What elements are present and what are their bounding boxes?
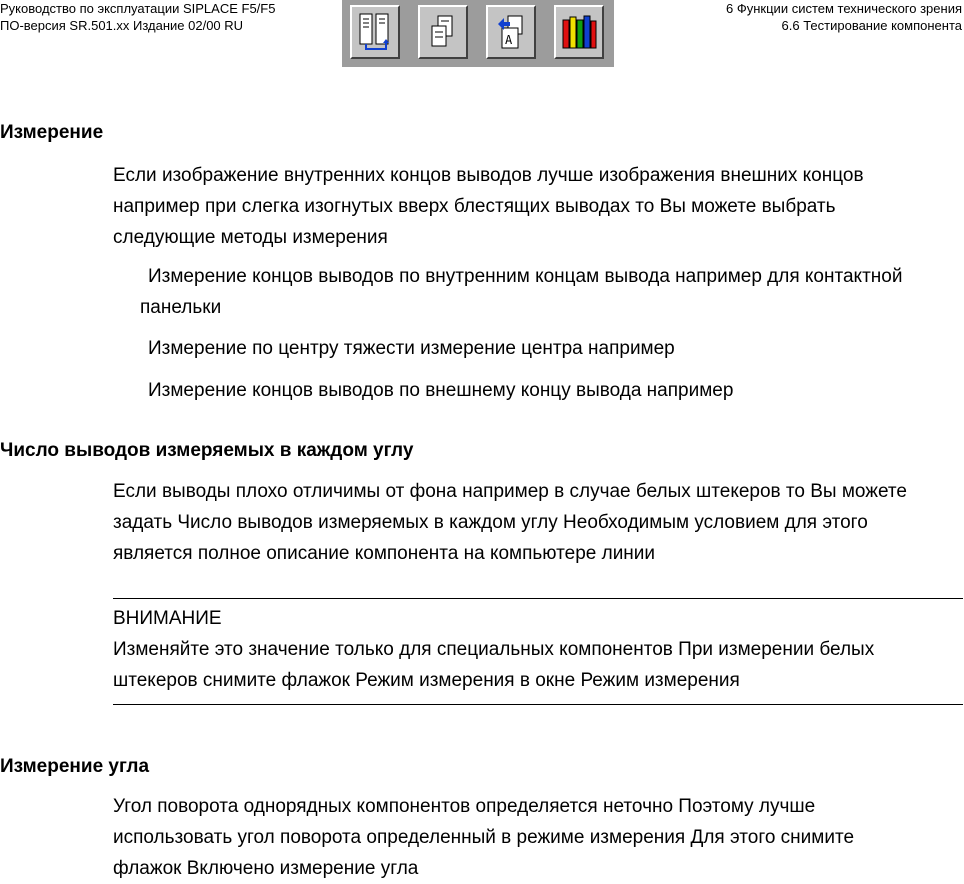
contents-icon	[358, 12, 392, 52]
library-books-icon	[560, 12, 598, 52]
section-title: 6.6 Тестирование компонента	[781, 18, 962, 33]
leads-paragraph	[113, 476, 963, 569]
list-item-center-of-gravity	[148, 333, 963, 364]
text-line: Если выводы плохо отличимы от фона например в случае белых штекеров то Вы можете	[113, 481, 907, 502]
text-line: использовать угол поворота определенный в режиме измерения Для этого снимите	[113, 827, 855, 848]
text-line: задать Число выводов измеряемых в каждом углу Необходимым условием для этого	[113, 512, 868, 533]
text-line: Угол поворота однорядных компонентов определяется неточно Поэтому лучше	[113, 796, 816, 817]
text-line: является полное описание компонента на компьютере линии	[113, 543, 656, 564]
text-line: например при слегка изогнутых вверх блестящих выводах то Вы можете выбрать	[113, 196, 836, 217]
text-line: Изменяйте это значение только для специальных компонентов При измерении белых	[113, 639, 875, 660]
back-button[interactable]	[486, 5, 536, 59]
pages-icon	[426, 12, 460, 52]
back-icon	[494, 12, 528, 52]
text-line: Если изображение внутренних концов выводов лучше изображения внешних концов	[113, 165, 864, 186]
svg-text:A: A	[505, 33, 513, 47]
text-line: Измерение концов выводов по внутренним концам вывода например для контактной	[148, 266, 903, 287]
library-button[interactable]	[554, 5, 604, 59]
note-bottom-rule	[113, 704, 963, 705]
section-heading-leads-per-corner: Число выводов измеряемых в каждом углу	[0, 440, 414, 461]
text-line: Измерение концов выводов по внешнему концу вывода например	[148, 380, 734, 401]
contents-button[interactable]	[350, 5, 400, 59]
text-line: флажок Включено измерение угла	[113, 858, 419, 879]
chapter-title: 6 Функции систем технического зрения	[726, 1, 962, 16]
section-heading-angle-measurement: Измерение угла	[0, 756, 150, 777]
pages-button[interactable]	[418, 5, 468, 59]
text-line: панельки	[140, 297, 222, 318]
angle-paragraph	[113, 791, 963, 884]
document-header-right	[726, 0, 962, 34]
note-title: ВНИМАНИЕ	[113, 608, 222, 629]
version-line: ПО-версия SR.501.xx Издание 02/00 RU	[0, 18, 244, 33]
note-top-rule	[113, 598, 963, 599]
document-header-left	[0, 0, 275, 34]
measurement-paragraph	[113, 160, 963, 253]
attention-note	[113, 603, 963, 696]
navigation-toolbar	[342, 0, 614, 67]
text-line: Измерение по центру тяжести измерение центра например	[148, 338, 675, 359]
section-heading-measurement: Измерение	[0, 122, 104, 143]
manual-title: Руководство по эксплуатации SIPLACE F5/F5	[0, 1, 276, 16]
text-line: следующие методы измерения	[113, 227, 388, 248]
list-item-outer-ends	[148, 375, 963, 406]
text-line: штекеров снимите флажок Режим измерения в окне Режим измерения	[113, 670, 740, 691]
list-item-inner-ends	[140, 261, 963, 323]
